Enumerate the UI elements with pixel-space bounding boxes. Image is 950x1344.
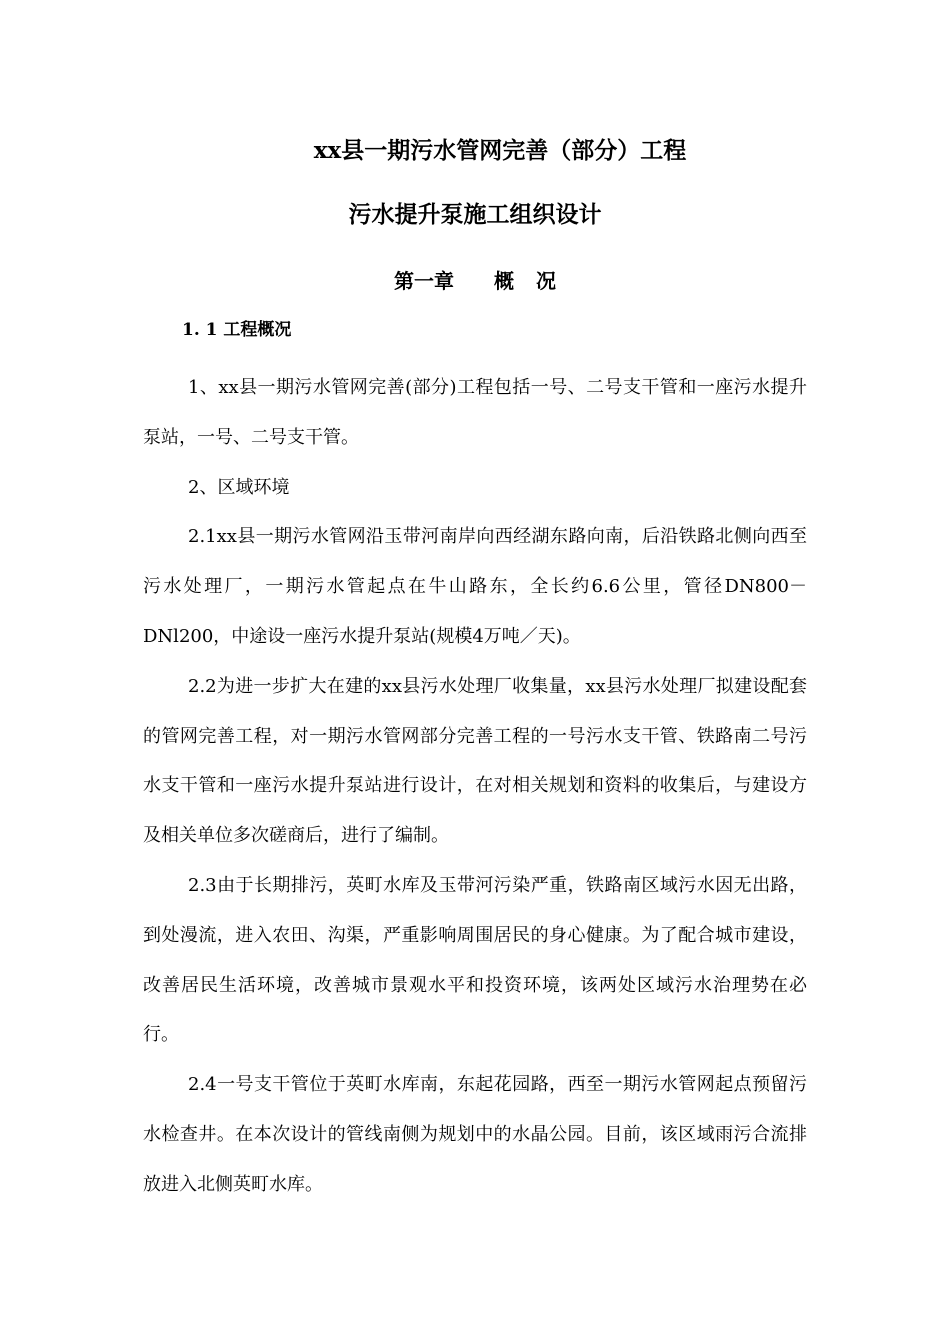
- body-text: [143, 363, 807, 1210]
- chapter-number: 第一章: [394, 269, 454, 293]
- paragraph-6: 2.4一号支干管位于英町水库南，东起花园路，西至一期污水管网起点预留污水检查井。在本次设计的管线南侧为规划中的水晶公园。目前，该区域雨污合流排放进入北侧英町水库。: [143, 1074, 807, 1195]
- section-heading: 1. 1 工程概况: [182, 320, 292, 340]
- chapter-name-part-1: 概: [494, 269, 514, 293]
- paragraph-3: 2.1xx县一期污水管网沿玉带河南岸向西经湖东路向南，后沿铁路北侧向西至污水处理厂，一期污水管起点在牛山路东，全长约6.6公里，管径DN800－DNl200，中途设一座污水提升泵站(规模4万吨／天)。: [143, 526, 807, 647]
- paragraph-5: 2.3由于长期排污，英町水库及玉带河污染严重，铁路南区域污水因无出路，到处漫流，进入农田、沟渠，严重影响周围居民的身心健康。为了配合城市建设，改善居民生活环境，改善城市景观水平和投资环境，该两处区域污水治理势在必行。: [143, 874, 807, 1046]
- document-title-line-2: 污水提升泵施工组织设计: [348, 201, 602, 228]
- paragraph-2: 2、区域环境: [188, 476, 290, 498]
- chapter-heading: [0, 266, 950, 296]
- chapter-name-part-2: 况: [536, 269, 556, 293]
- paragraph-4: 2.2为进一步扩大在建的xx县污水处理厂收集量，xx县污水处理厂拟建设配套的管网完善工程，对一期污水管网部分完善工程的一号污水支干管、铁路南二号污水支干管和一座污水提升泵站进行设计，在对相关规划和资料的收集后，与建设方及相关单位多次磋商后，进行了编制。: [143, 675, 807, 847]
- paragraph-1: 1、xx县一期污水管网完善(部分)工程包括一号、二号支干管和一座污水提升泵站，一号、二号支干管。: [143, 377, 807, 448]
- document-title-line-1: xx县一期污水管网完善（部分）工程: [313, 137, 687, 164]
